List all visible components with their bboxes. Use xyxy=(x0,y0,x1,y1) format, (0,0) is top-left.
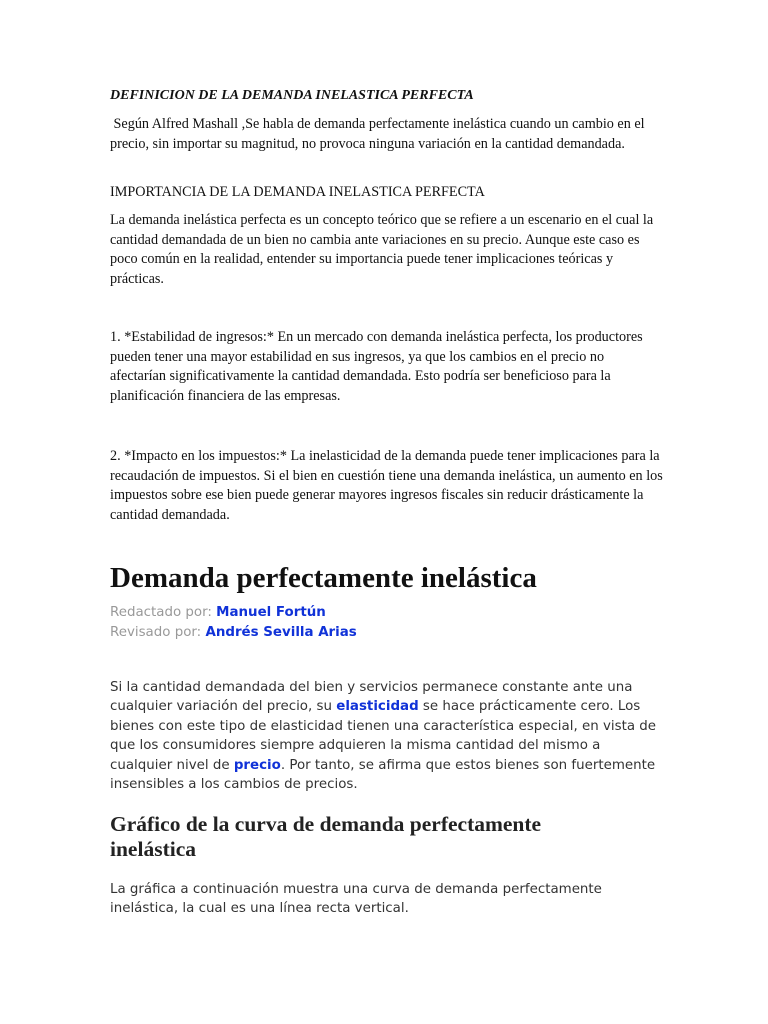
importance-point-1: 1. *Estabilidad de ingresos:* En un mercado con demanda inelástica perfecta, los productores pueden tener una mayor estabilidad en sus ingresos, ya que los cambios en el precio no afectarían significativamente la cantidad demandada. Esto podría ser beneficioso para la planificación financiera de las empresas. xyxy=(110,329,643,404)
article-paragraph xyxy=(110,678,660,794)
definition-heading: DEFINICION DE LA DEMANDA INELASTICA PERFECTA xyxy=(110,88,474,103)
graph-section-heading: Gráfico de la curva de demanda perfectamente inelástica xyxy=(110,812,542,861)
reviewed-by-label: Revisado por: xyxy=(110,624,202,640)
article-title: Demanda perfectamente inelástica xyxy=(110,562,537,594)
reviewer-link[interactable]: Andrés Sevilla Arias xyxy=(205,624,357,640)
article-paragraph-part-3: . Por tanto, se afirma que estos bienes son fuertemente insensibles a los cambios de precios. xyxy=(110,757,656,793)
written-by-line xyxy=(110,603,357,623)
elasticidad-link[interactable]: elasticidad xyxy=(336,699,419,715)
author-link[interactable]: Manuel Fortún xyxy=(216,605,326,620)
graph-description: La gráfica a continuación muestra una curva de demanda perfectamente inelástica, la cual es una línea recta vertical. xyxy=(110,882,602,917)
article-paragraph-part-2: se hace prácticamente cero. Los bienes con este tipo de elasticidad tienen una característica especial, en vista de que los consumidores siempre adquieren la misma cantidad del mismo a cualquier nivel de xyxy=(110,699,657,773)
article-credits xyxy=(110,603,357,642)
importance-heading: IMPORTANCIA DE LA DEMANDA INELASTICA PERFECTA xyxy=(110,184,485,200)
importance-intro-paragraph: La demanda inelástica perfecta es un concepto teórico que se refiere a un escenario en el cual la cantidad demandada de un bien no cambia ante variaciones en su precio. Aunque este caso es poco común en la realidad, entender su importancia puede tener implicaciones teóricas y prácticas. xyxy=(110,212,654,287)
written-by-label: Redactado por: xyxy=(110,605,212,620)
definition-paragraph: Según Alfred Mashall ,Se habla de demanda perfectamente inelástica cuando un cambio en el precio, sin importar su magnitud, no provoca ninguna variación en la cantidad demandada. xyxy=(110,116,649,152)
precio-link[interactable]: precio xyxy=(233,757,281,773)
importance-point-2: 2. *Impacto en los impuestos:* La inelasticidad de la demanda puede tener implicaciones para la recaudación de impuestos. Si el bien en cuestión tiene una demanda inelástica, un aumento en los impuestos sobre ese bien puede generar mayores ingresos fiscales sin reducir drásticamente la cantidad demandada. xyxy=(110,448,663,523)
reviewed-by-line xyxy=(110,623,357,643)
article-paragraph-part-1: Si la cantidad demandada del bien y servicios permanece constante ante una cualquier variación del precio, su xyxy=(110,680,633,715)
